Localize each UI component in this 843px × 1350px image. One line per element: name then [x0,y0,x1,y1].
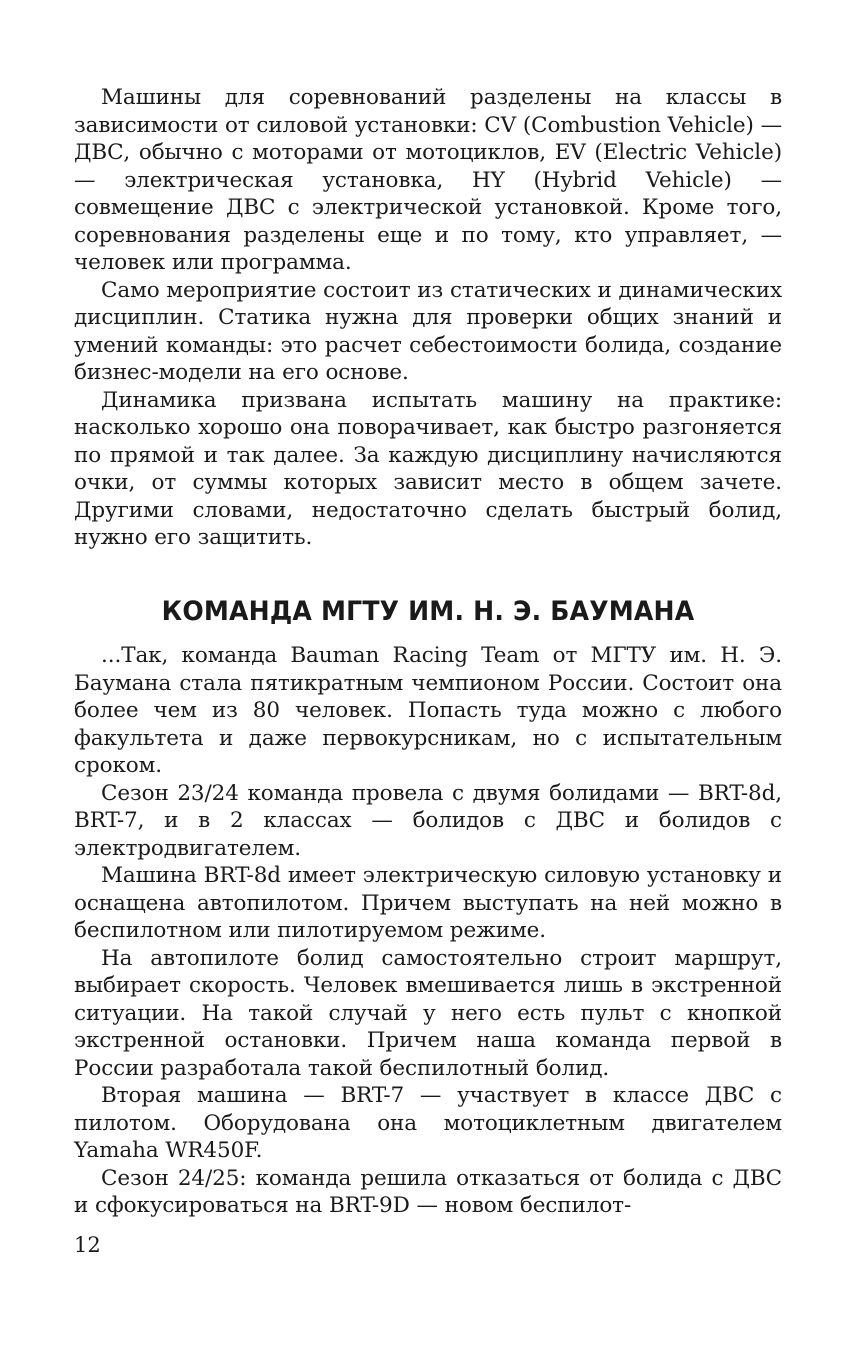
intro-section [74,84,782,552]
bauman-section [74,642,782,1220]
section-heading: КОМАНДА МГТУ ИМ. Н. Э. БАУМАНА [161,596,695,627]
paragraph: Сезон 24/25: команда решила отказаться от болида с ДВС и сфокусироваться на BRT-9D — новом беспилот- [74,1165,782,1218]
paragraph: Машина BRT-8d имеет электрическую силовую установку и оснащена автопилотом. Причем выступать на ней можно в беспилотном или пилотируемом режиме. [74,863,782,943]
paragraph: Вторая машина — BRT-7 — участвует в классе ДВС с пилотом. Оборудована она мотоциклетным двигателем Yamaha WR450F. [74,1083,782,1163]
paragraph: Само мероприятие состоит из статических и динамических дисциплин. Статика нужна для проверки общих знаний и умений команды: это расчет себестоимости болида, создание бизнес-модели на его основе. [74,277,782,385]
paragraph: Сезон 23/24 команда провела с двумя болидами — BRT-8d, BRT-7, и в 2 классах — болидов с ДВС и болидов с электродвигателем. [74,780,782,861]
paragraph: Машины для соревнований разделены на классы в зависимости от силовой установки: CV (Combustion Vehicle) — ДВС, обычно с моторами от мотоциклов, EV (Electric Vehicle) — электрическая установка, HY (Hybrid Vehicle) — совмещение ДВС с электрической установкой. Кроме того, соревнования разделены еще и по тому, кто управляет, — человек или программа. [74,85,782,275]
paragraph: Динамика призвана испытать машину на практике: насколько хорошо она поворачивает, как быстро разгоняется по прямой и так далее. За каждую дисциплину начисляются очки, от суммы которых зависит место в общем зачете. Другими словами, недостаточно сделать быстрый болид, нужно его защитить. [74,387,782,550]
paragraph: На автопилоте болид самостоятельно строит маршрут, выбирает скорость. Человек вмешивается лишь в экстренной ситуации. На такой случай у него есть пульт с кнопкой экстренной остановки. Причем наша команда первой в России разработала такой беспилотный болид. [74,945,782,1081]
paragraph: ...Так, команда Bauman Racing Team от МГТУ им. Н. Э. Баумана стала пятикратным чемпионом России. Состоит она более чем из 80 человек. Попасть туда можно с любого факультета и даже первокурсникам, но с испытательным сроком. [74,643,782,778]
page-number: 12 [74,1233,101,1257]
